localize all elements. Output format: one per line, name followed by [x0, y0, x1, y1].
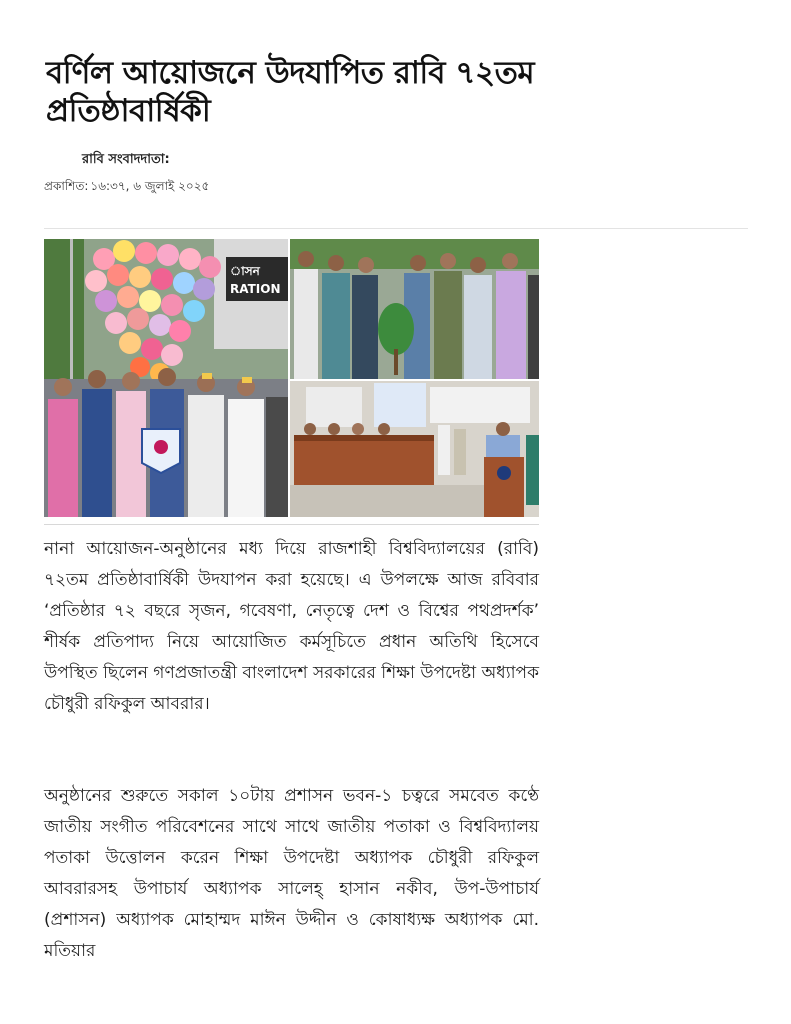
published-date — [44, 178, 209, 198]
photo-sign-text-2: াসন — [230, 264, 260, 278]
published-value: ১৬:৩৭, ৬ জুলাই ২০২৫ — [90, 179, 210, 193]
article-paragraph-2: অনুষ্ঠানের শুরুতে সকাল ১০টায় প্রশাসন ভবন-১ চত্বরে সমবেত কণ্ঠে জাতীয় সংগীত পরিবেশনের সাথে সাথে জাতীয় পতাকা ও বিশ্ববিদ্যালয় পতাকা উত্তোলন করেন শিক্ষা উপদেষ্টা অধ্যাপক চৌধুরী রফিকুল আবরারসহ উপাচার্য অধ্যাপক সালেহ্ হাসান নকীব, উপ-উপাচার্য (প্রশাসন) অধ্যাপক মোহাম্মদ মাঈন উদ্দীন ও কোষাধ্যক্ষ অধ্যাপক মো. মতিয়ার — [44, 786, 539, 961]
published-label: প্রকাশিত: — [44, 179, 89, 193]
article-photo[interactable] — [44, 239, 539, 517]
article-byline: রাবি সংবাদদাতা: — [82, 152, 170, 167]
article-headline: বর্ণিল আয়োজনে উদযাপিত রাবি ৭২তম প্রতিষ্ঠাবার্ষিকী — [46, 55, 535, 129]
photo-sign-text: RATION — [230, 282, 281, 296]
article-paragraph-1: নানা আয়োজন-অনুষ্ঠানের মধ্য দিয়ে রাজশাহী বিশ্ববিদ্যালয়ের (রাবি) ৭২তম প্রতিষ্ঠাবার্ষিকী উদযাপন করা হয়েছে। এ উপলক্ষে আজ রবিবার ‘প্রতিষ্ঠার ৭২ বছরে সৃজন, গবেষণা, নেতৃত্বে দেশ ও বিশ্বের পথপ্রদর্শক’ শীর্ষক প্রতিপাদ্য নিয়ে আয়োজিত কর্মসূচিতে প্রধান অতিথি হিসেবে উপস্থিত ছিলেন গণপ্রজাতন্ত্রী বাংলাদেশ সরকারের শিক্ষা উপদেষ্টা অধ্যাপক চৌধুরী রফিকুল আবরার। — [44, 539, 539, 714]
photo-bottom-rule — [44, 524, 539, 525]
header-divider — [44, 228, 748, 229]
